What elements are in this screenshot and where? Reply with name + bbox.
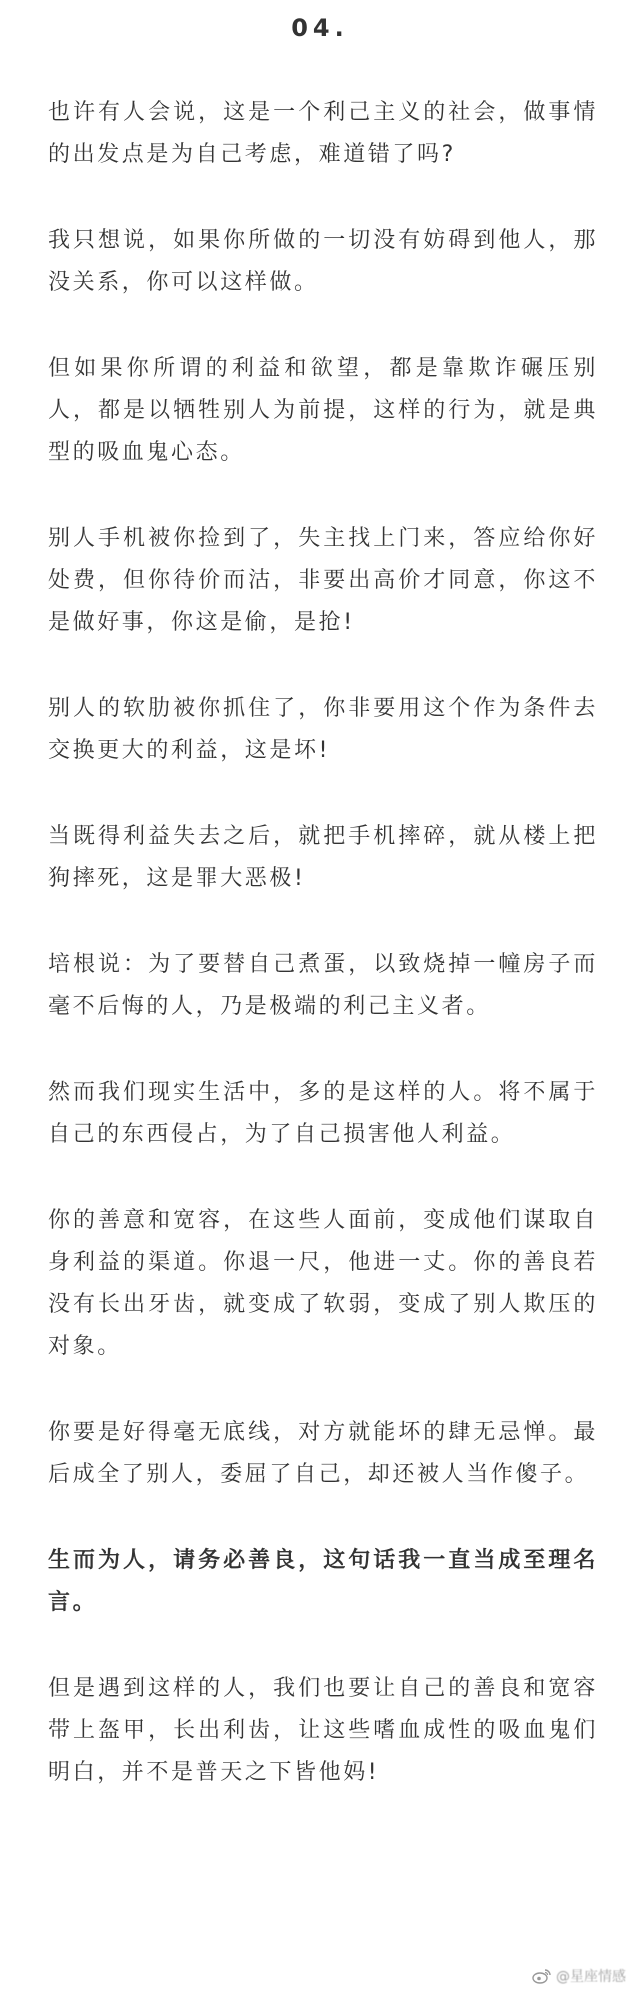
paragraph: 也许有人会说，这是一个利己主义的社会，做事情的出发点是为自己考虑，难道错了吗? [48, 100, 598, 167]
paragraph: 但是遇到这样的人，我们也要让自己的善良和宽容带上盔甲，长出利齿，让这些嗜血成性的吸血鬼们明白，并不是普天之下皆他妈! [48, 1676, 598, 1785]
paragraph: 当既得利益失去之后，就把手机摔碎，就从楼上把狗摔死，这是罪大恶极! [48, 824, 598, 891]
paragraph-list [48, 92, 598, 1838]
paragraph: 培根说：为了要替自己煮蛋，以致烧掉一幢房子而毫不后悔的人，乃是极端的利己主义者。 [48, 952, 598, 1019]
paragraph: 然而我们现实生活中，多的是这样的人。将不属于自己的东西侵占，为了自己损害他人利益。 [48, 1080, 598, 1147]
watermark-text: @星座情感 [556, 1969, 626, 1985]
paragraph: 但如果你所谓的利益和欲望，都是靠欺诈碾压别人，都是以牺牲别人为前提，这样的行为，就是典型的吸血鬼心态。 [48, 356, 598, 465]
paragraph: 你的善意和宽容，在这些人面前，变成他们谋取自身利益的渠道。你退一尺，他进一丈。你的善良若没有长出牙齿，就变成了软弱，变成了别人欺压的对象。 [48, 1208, 598, 1359]
paragraph: 你要是好得毫无底线，对方就能坏的肆无忌惮。最后成全了别人，委屈了自己，却还被人当作傻子。 [48, 1420, 598, 1487]
paragraph: 别人的软肋被你抓住了，你非要用这个作为条件去交换更大的利益，这是坏! [48, 696, 598, 763]
paragraph: 我只想说，如果你所做的一切没有妨碍到他人，那没关系，你可以这样做。 [48, 228, 598, 295]
paragraph: 别人手机被你捡到了，失主找上门来，答应给你好处费，但你待价而沽，非要出高价才同意，你这不是做好事，你这是偷，是抢! [48, 526, 598, 635]
watermark [532, 1966, 626, 1986]
paragraph-emphasis: 生而为人，请务必善良，这句话我一直当成至理名言。 [48, 1548, 598, 1615]
section-number: 04. [291, 14, 349, 42]
weibo-icon [532, 1968, 552, 1984]
